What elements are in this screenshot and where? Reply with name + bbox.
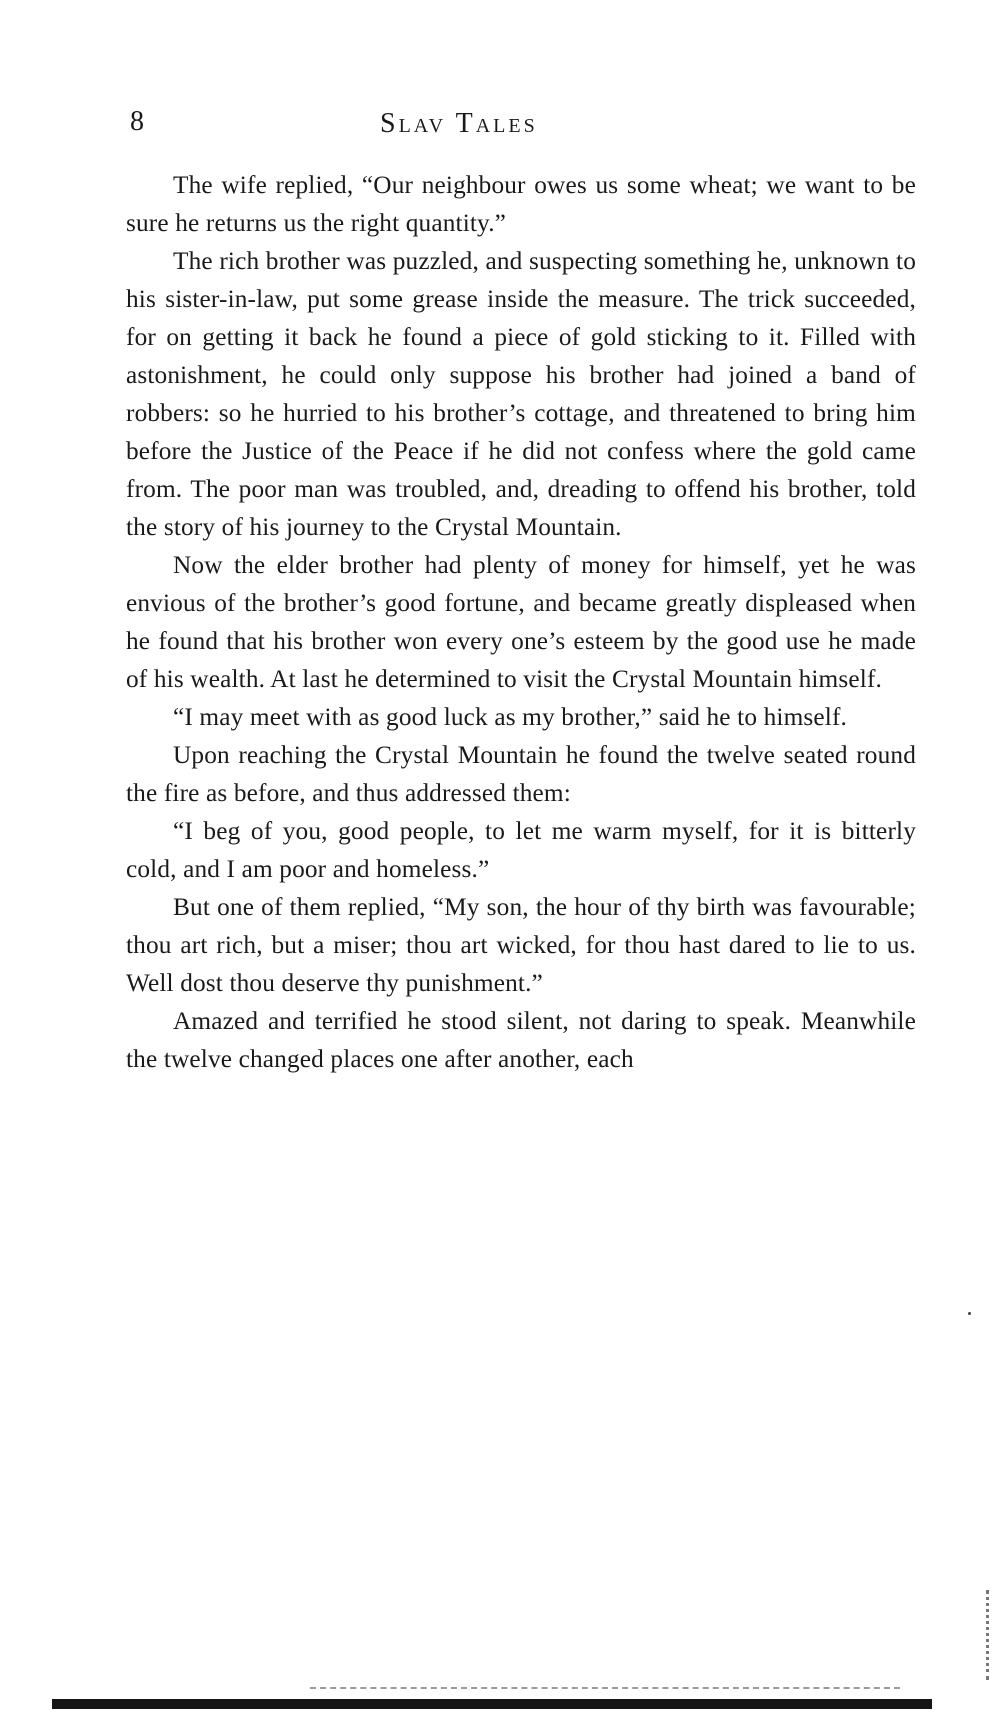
- paragraph-rich-brother-puzzled: The rich brother was puzzled, and suspecting something he, unknown to his sister-in-law, put some grease inside the measure. The trick succeeded, for on getting it back he found a piece of gold sticking to it. Filled with astonishment, he could only suppose his brother had joined a band of robbers: so he hurried to his brother’s cottage, and threatened to bring him before the Justice of the Peace if he did not confess where the gold came from. The poor man was troubled, and, dreading to offend his brother, told the story of his journey to the Crystal Mountain.: [126, 247, 916, 541]
- body-text: [126, 166, 916, 1078]
- scan-dashed-line: [310, 1687, 900, 1689]
- paragraph-reaching-mountain: Upon reaching the Crystal Mountain he found the twelve seated round the fire as before, and thus addressed them:: [126, 741, 916, 807]
- paragraph-beg-warm: “I beg of you, good people, to let me warm myself, for it is bitterly cold, and I am poor and homeless.”: [126, 817, 916, 883]
- page-number: 8: [130, 106, 144, 137]
- paragraph-elder-brother-envious: Now the elder brother had plenty of money for himself, yet he was envious of the brother’s good fortune, and became greatly displeased when he found that his brother won every one’s esteem by the good use he made of his wealth. At last he determined to visit the Crystal Mountain himself.: [126, 551, 916, 693]
- paragraph-good-luck: “I may meet with as good luck as my brother,” said he to himself.: [173, 703, 848, 731]
- paragraph-reply-punishment: But one of them replied, “My son, the hour of thy birth was favourable; thou art rich, but a miser; thou art wicked, for thou hast dared to lie to us. Well dost thou deserve thy punishment.”: [126, 893, 916, 997]
- paragraph-wife-reply: The wife replied, “Our neighbour owes us some wheat; we want to be sure he returns us the right quantity.”: [126, 171, 916, 237]
- paragraph-amazed-terrified: Amazed and terrified he stood silent, not daring to speak. Meanwhile the twelve changed places one after another, each: [126, 1007, 916, 1073]
- scan-bottom-edge: [52, 1699, 932, 1709]
- scan-speck: [968, 1312, 971, 1315]
- running-head-title: Slav Tales: [380, 108, 538, 139]
- scan-edge-mark: [986, 1590, 992, 1680]
